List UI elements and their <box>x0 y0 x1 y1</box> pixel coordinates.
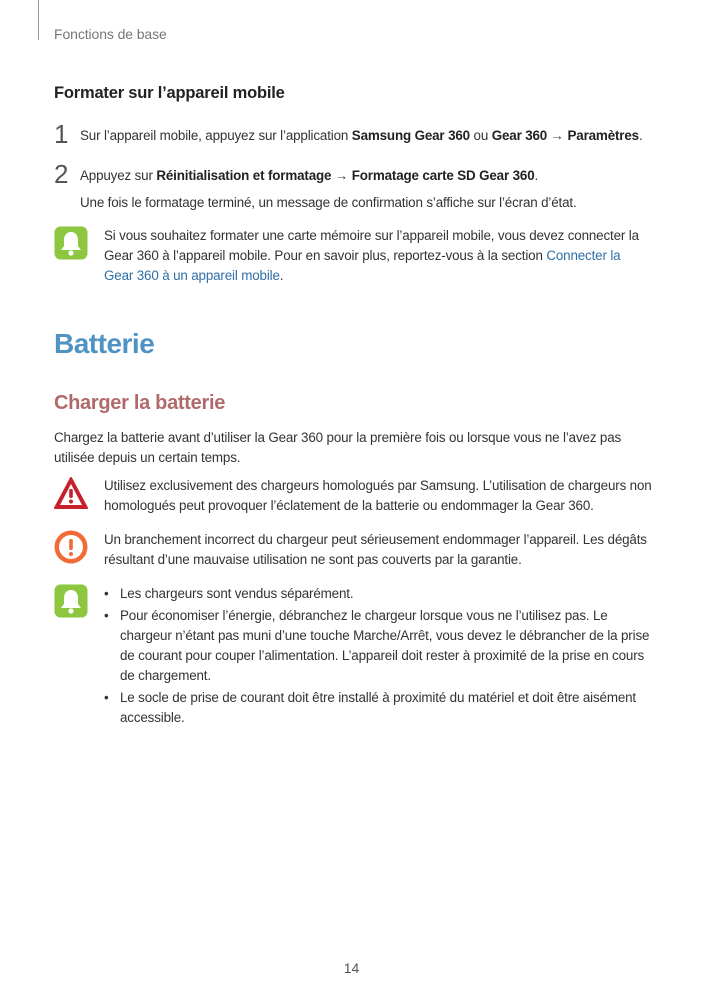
section-header: Fonctions de base <box>54 26 167 42</box>
charge-intro: Chargez la batterie avant d’utiliser la Gear 360 pour la première fois ou lorsque vous ne l’avez pas utilisée depuis un certain temps. <box>54 430 622 465</box>
notes-body <box>104 584 652 730</box>
page-number: 14 <box>343 960 360 976</box>
battery-heading: Batterie <box>54 328 155 359</box>
caution-circle-icon <box>54 530 88 564</box>
step-number: 1 <box>54 119 69 149</box>
step-number: 2 <box>54 159 69 189</box>
note-text: Si vous souhaitez formater une carte mémoire sur l’appareil mobile, vous devez connecter la Gear 360 à l’appareil mobile. Pour en savoir plus, reportez-vous à la section Connecter la Gear 360 à un appareil mobile. <box>104 228 639 283</box>
gear-menu: Gear 360 <box>491 128 548 143</box>
caution-text: Un branchement incorrect du chargeur peut sérieusement endommager l’appareil. Les dégâts résultant d’une mauvaise utilisation ne sont pas couverts par la garantie. <box>104 532 647 567</box>
bell-note-icon <box>54 584 88 618</box>
list-item: • Pour économiser l’énergie, débranchez le chargeur lorsque vous ne l’utilisez pas. Le chargeur n’étant pas muni d’une touche Marche/Arrêt, vous devez le débrancher de la prise de courant pour couper l’alimentation. L’appareil doit rester à proximité de la prise en cours de chargement. <box>104 608 650 683</box>
app-name: Samsung Gear 360 <box>351 128 470 143</box>
step-subtext: Une fois le formatage terminé, un message de confirmation s’affiche sur l’écran d’état. <box>80 195 577 210</box>
settings-menu: Paramètres <box>567 128 639 143</box>
warning-text: Utilisez exclusivement des chargeurs homologués par Samsung. L’utilisation de chargeurs non homologués peut provoquer l’éclatement de la batterie ou endommager la Gear 360. <box>104 478 652 513</box>
header-rule <box>38 0 39 40</box>
warning-triangle-icon <box>54 476 88 510</box>
format-heading: Formater sur l’appareil mobile <box>54 84 285 102</box>
charge-heading: Charger la batterie <box>54 392 226 414</box>
step-text: Appuyez sur Réinitialisation et formatage → Formatage carte SD Gear 360. <box>80 168 539 183</box>
format-menu: Formatage carte SD Gear 360 <box>351 168 535 183</box>
reset-menu: Réinitialisation et formatage <box>156 168 332 183</box>
bell-note-icon <box>54 226 88 260</box>
bullet-list <box>104 584 652 728</box>
connect-link[interactable]: Connecter la Gear 360 à un appareil mobile <box>104 248 621 283</box>
list-item: • Les chargeurs sont vendus séparément. <box>104 586 354 601</box>
list-item: • Le socle de prise de courant doit être installé à proximité du matériel et doit être aisément accessible. <box>104 690 637 725</box>
step-text: Sur l’appareil mobile, appuyez sur l’application Samsung Gear 360 ou Gear 360 → Paramètres. <box>80 128 643 143</box>
